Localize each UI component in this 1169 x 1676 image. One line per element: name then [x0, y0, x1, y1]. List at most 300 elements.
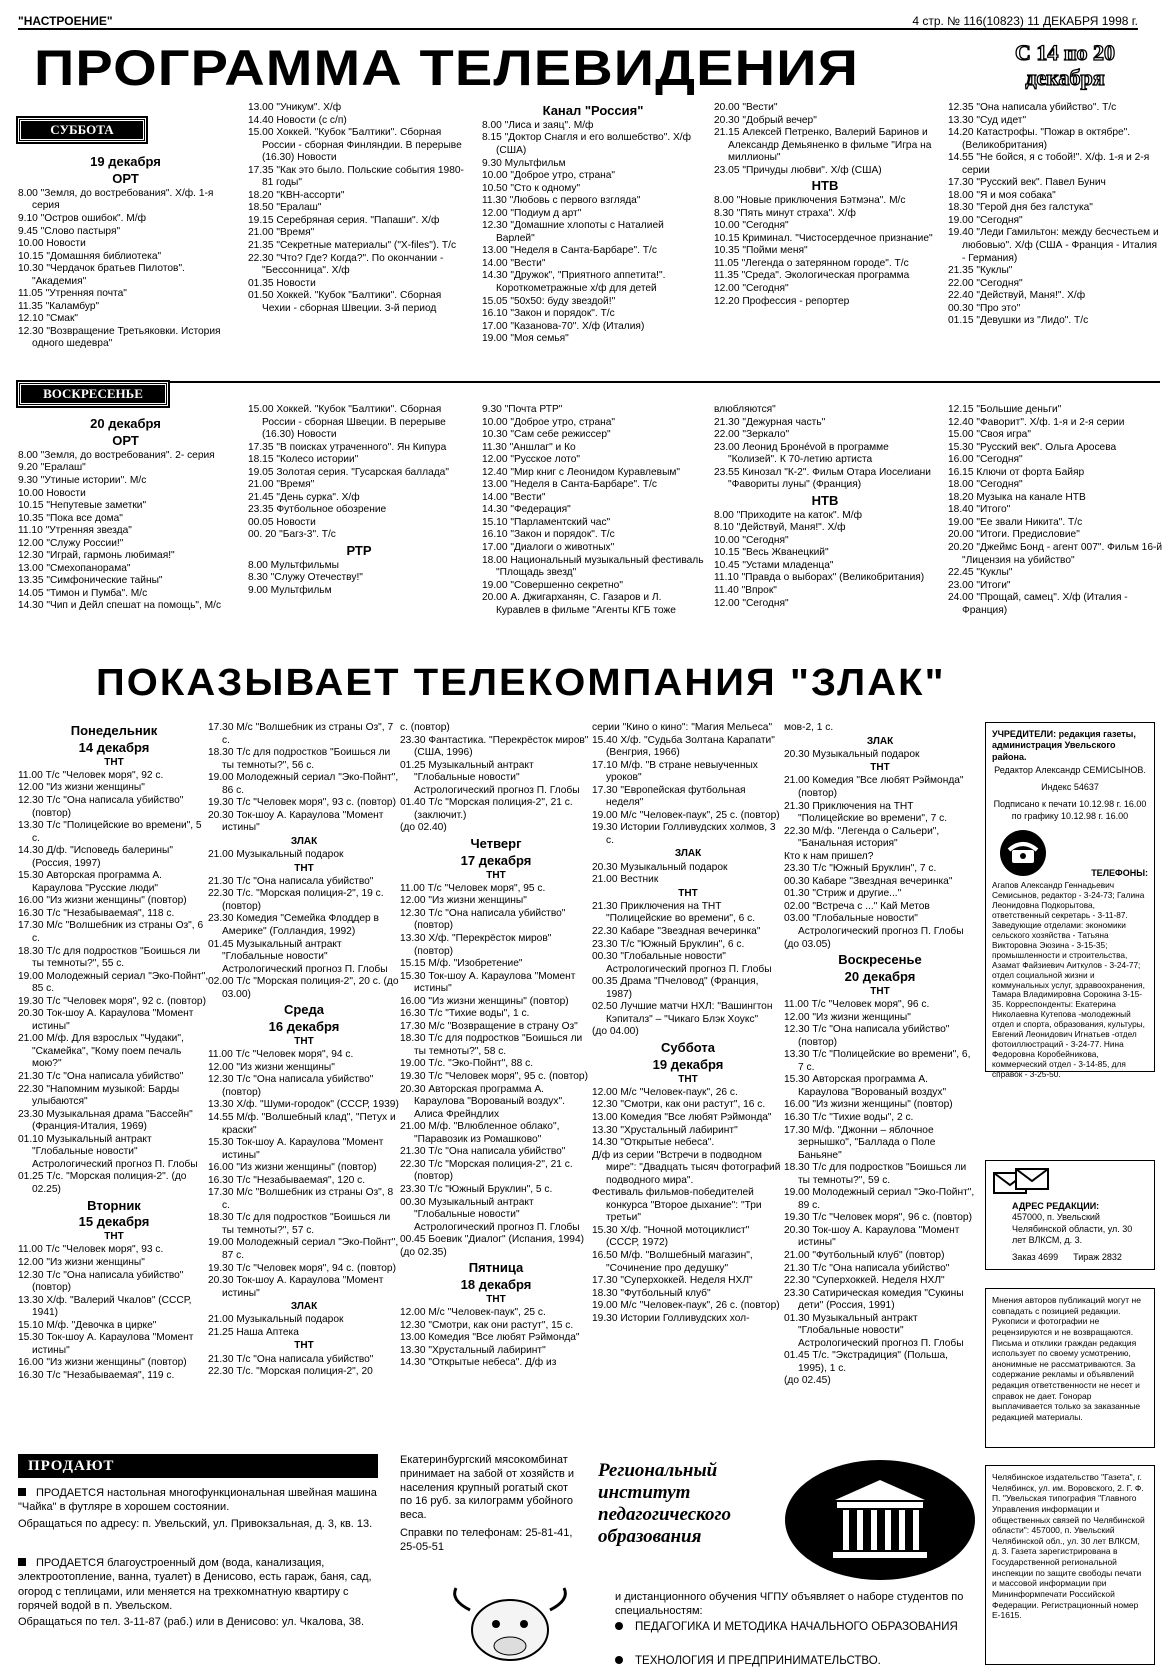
program-line: 13.00 "Неделя в Санта-Барбаре". Т/с	[482, 479, 657, 491]
program-line: 12.30 Т/с "Она написала убийство" (повтор)	[18, 795, 184, 819]
program-line: 18.30 "Футбольный клуб"	[592, 1287, 711, 1299]
program-line: 16.10 "Закон и порядок". Т/с	[482, 529, 615, 541]
program-line: 12.30 "Домашние хлопоты с Наталией Варлей"	[482, 220, 664, 244]
program-line: 14.55 М/ф. "Волшебный клад", "Петух и краски"	[208, 1111, 396, 1136]
program-line: 18.15 "Колесо истории"	[248, 454, 359, 466]
program-line: 17.35 "Как это было. Польские события 1980-81 годы"	[248, 164, 464, 189]
program-line: 17.30 "Суперхоккей. Неделя НХЛ"	[592, 1275, 753, 1287]
program-line: 11.35 "Каламбур"	[18, 300, 100, 312]
program-line: 13.30 "Суд идет"	[948, 114, 1027, 126]
program-line: 15.40 Х/ф. "Судьба Золтана Карапати" (Венгрия, 1966)	[592, 734, 775, 759]
program-line: 15.30 Х/ф. "Ночной мотоциклист" (СССР, 1972)	[592, 1224, 750, 1249]
ad-2-text: ПРОДАЕТСЯ благоустроенный дом (вода, канализация, электроотопление, ванна, туалет) в Денисово, есть гараж, баня, сад, огород с теплицами, или меняется на трехкомнатную квартиру с горячей водой в п. Увельском.	[18, 1557, 372, 1612]
program-line: 12.30 Т/с "Она написала убийство" (повтор)	[18, 1269, 184, 1294]
program-line: 01.35 Новости	[248, 277, 316, 289]
program-line: 12.30 "Играй, гармонь любимая!"	[18, 550, 175, 562]
program-line: 14.30 "Федерация"	[482, 504, 571, 516]
opinion-text: Мнения авторов публикаций могут не совпадать с позицией редакции. Рукописи и фотографии не рецензируются и не возвращаются. Письма и отклики граждан редакция использует по своему усмотрению, анонимные не рассматриваются. За содержание рекламы и объявлений редакция ответственности не несет и справок не дает. Гонорар выплачивается только за заказанные редакцией материалы.	[992, 1295, 1141, 1422]
section-heading: 18 декабря	[460, 1277, 532, 1293]
zlak-col-2	[208, 722, 400, 1442]
program-line: 24.00 "Прощай, самец". Х/ф (Италия - Франция)	[948, 592, 1128, 616]
program-line: 21.35 "Секретные материалы" ("X-files"). Т/с	[248, 240, 457, 252]
program-line: 12.15 "Большие деньги"	[948, 404, 1062, 415]
program-line: 10.50 "Сто к одному"	[482, 182, 581, 194]
program-line: 12.40 "Фаворит". Х/ф. 1-я и 2-я серии	[948, 416, 1125, 428]
program-line: 22.30 Кабаре "Звездная вечеринка"	[592, 926, 761, 938]
program-line: 12.00 "Из жизни женщины"	[784, 1011, 911, 1023]
program-line: 23.30 Сатирическая комедия "Сукины дети" (Россия, 1991)	[784, 1287, 964, 1312]
program-line: 01.10 Музыкальный антракт "Глобальные новости" Астрологический прогноз П. Глобы	[18, 1133, 198, 1170]
program-line: 18.00 Национальный музыкальный фестиваль "Площадь звезд"	[482, 554, 704, 579]
program-line: 00.05 Новости	[248, 516, 316, 528]
program-line: 23.05 "Причуды любви". Х/ф (США)	[714, 164, 882, 176]
program-line: 23.30 Фантастика. "Перекрёсток миров" (США, 1996)	[400, 734, 589, 759]
program-line: 12.30 Т/с "Она написала убийство" (повтор)	[208, 1074, 374, 1098]
saturday-col-1	[18, 170, 233, 355]
address-box	[985, 1160, 1155, 1270]
program-line: 19.30 Т/с "Человек моря", 95 с. (повтор)	[400, 1071, 588, 1083]
program-line: 00.30 "Про это"	[948, 302, 1021, 314]
program-line: 10.00 "Доброе утро, страна"	[482, 170, 616, 182]
zlak-col-4	[592, 722, 784, 1467]
program-line: 12.20 Профессия - репортер	[714, 295, 850, 307]
section-heading: 15 декабря	[78, 1214, 150, 1230]
program-line: 17.35 "В поисках утраченного". Ян Кипура	[248, 441, 447, 453]
specialty-1-text: ПЕДАГОГИКА И МЕТОДИКА НАЧАЛЬНОГО ОБРАЗОВАНИЯ	[635, 1621, 958, 1633]
program-line: 19.15 Серебряная серия. "Папаши". Х/ф	[248, 214, 440, 226]
program-line: 21.30 Т/с "Она написала убийство"	[18, 1071, 184, 1083]
program-line: 21.30 "Дежурная часть"	[714, 416, 826, 428]
program-line: 23.35 Футбольное обозрение	[248, 504, 387, 516]
program-line: 00.30 "Глобальные новости" Астрологический прогноз П. Глобы	[592, 951, 772, 975]
program-line: 18.30 Т/с для подростков "Боишься ли ты темноты?", 59 с.	[784, 1162, 967, 1186]
channel-label: ТНТ	[678, 887, 698, 899]
program-line: 10.00 Новости	[18, 238, 86, 250]
program-line: 01.25 Т/с. "Морская полиция-2". (до 02.25)	[18, 1171, 187, 1195]
section-heading: 17 декабря	[460, 852, 532, 868]
program-line: 19.30 Т/с "Человек моря", 96 с. (повтор)	[784, 1212, 972, 1224]
program-line: (до 02.40)	[400, 822, 447, 834]
institute-title: Региональный институт педагогического образования	[598, 1460, 732, 1547]
program-line: 11.00 Т/с "Человек моря", 92 с.	[18, 769, 164, 781]
program-line: 16.00 "Из жизни женщины" (повтор)	[18, 1357, 187, 1369]
program-line: 23.00 "Итоги"	[948, 579, 1011, 591]
program-line: 19.00 Молодежный сериал "Эко-Пойнт", 87 с.	[208, 1237, 399, 1261]
program-line: 8.00 "Лиса и заяц". М/ф	[482, 119, 594, 131]
program-line: Кто к нам пришел?	[784, 850, 874, 862]
program-line: 12.30 "Смотри, как они растут", 15 с.	[400, 1319, 574, 1331]
section-heading: Среда	[283, 1002, 325, 1018]
program-line: 12.30 Т/с "Она написала убийство" (повтор)	[400, 907, 566, 932]
program-line: 9.00 Мультфильм	[248, 584, 332, 596]
program-line: 21.00 М/ф. "Влюбленное облако", "Паравозик из Ромашково"	[400, 1121, 560, 1145]
program-line: 11.05 "Утренняя почта"	[18, 288, 127, 300]
program-line: 13.30 Х/ф. "Валерий Чкалов" (СССР, 1941)	[18, 1294, 192, 1319]
program-line: 18.30 "Герой дня без галстука"	[948, 202, 1093, 214]
program-line: 14.30 "Открытые небеса". Д/ф из	[400, 1357, 557, 1369]
program-line: Д/ф из серии "Встречи в подводном мире": "Двадцать тысяч фотографий подводного мира".	[592, 1149, 781, 1186]
program-line: 15.30 Ток-шоу А. Караулова "Момент истины"	[208, 1137, 384, 1161]
program-line: 19.00 Молодежный сериал "Эко-Пойнт", 89 с.	[784, 1187, 975, 1211]
program-line: 12.30 "Возвращение Третьяковки. История одного шедевра"	[18, 325, 221, 350]
ad-1	[18, 1486, 378, 1531]
saturday-col-2	[248, 102, 470, 355]
program-line: 13.30 Х/ф. "Шуми-городок" (СССР, 1939)	[208, 1099, 399, 1111]
program-line: 22.30 "Что? Где? Когда?". По окончании - "Бессонница". Х/ф	[248, 252, 444, 277]
program-line: 15.05 "50x50: буду звездой!"	[482, 295, 616, 307]
section-heading: 20 декабря	[844, 968, 916, 984]
program-line: 8.00 "Земля, до востребования". Х/ф. 1-я серия	[18, 187, 214, 212]
program-line: 21.00 Музыкальный подарок	[208, 1314, 344, 1326]
ad-2-contact: Обращаться по тел. 3-11-87 (раб.) или в Денисово: ул. Чкалова, 38.	[18, 1616, 365, 1629]
program-line: 18.00 "Сегодня"	[948, 479, 1023, 491]
program-line: 12.40 "Мир книг с Леонидом Куравлевым"	[482, 466, 681, 478]
founders: УЧРЕДИТЕЛИ: редакция газеты, администрация Увельского района.	[992, 729, 1136, 762]
program-line: 19.00 "Сегодня"	[948, 214, 1023, 226]
program-line: 8.15 "Доктор Снагля и его волшебство". Х/ф (США)	[482, 132, 691, 156]
program-line: серии "Кино о кино": "Магия Мельеса"	[592, 722, 773, 733]
bull-illustration	[440, 1580, 580, 1670]
program-line: 23.30 Т/с "Южный Бруклин", 7 с.	[784, 863, 937, 875]
program-line: 00.35 Драма "Пчеловод" (Франция, 1987)	[592, 976, 759, 1000]
program-line: 01.45 Т/с. "Экстрадиция" (Польша, 1995), 1 с.	[784, 1350, 948, 1374]
program-line: 11.00 Т/с "Человек моря", 96 с.	[784, 999, 930, 1011]
program-line: 13.30 "Хрустальный лабиринт"	[592, 1124, 738, 1136]
program-line: 22.00 "Сегодня"	[948, 277, 1023, 289]
program-line: 15.30 Авторская программа А. Караулова "Ворованый воздух"	[784, 1074, 947, 1098]
program-line: 9.10 "Остров ошибок". М/ф	[18, 212, 146, 224]
program-line: 14.30 Д/ф. "Исповедь балерины" (Россия, 1997)	[18, 845, 173, 869]
program-line: 21.25 Наша Аптека	[208, 1326, 299, 1338]
paper-name: "НАСТРОЕНИЕ"	[18, 14, 113, 28]
section-heading: Четверг	[470, 835, 522, 851]
editor: Редактор Александр СЕМИСЫНОВ.	[994, 764, 1146, 775]
program-line: 10.00 "Сегодня"	[714, 534, 789, 546]
phones-text: Агапов Александр Геннадьевич Семисынов, редактор - 3-24-73; Галина Леонидовна Подкорытова, ответственный секретарь - 3-11-87. Заведующие отделами: экономики сельского хозяйства - Татьяна Викторовна Эюзина - 3-15-35; промышленности и строительства, Азамат Файзиевич Аиткулов - 3-24-77; отдел социальной жизни и коммунальных услуг, здравоохранения, Тамара Владимировна Сорокина 3-15-35. Корреспонденты: Екатерина Николаевна Кутепова -молодежный отдел и спорта, образования, культуры, Евгений Леонидович Игнатьев -отдел фотоиллюстраций - 3-24-77. Нина Федоровна Коробейникова, коммерческий отдел - 3-14-85, для справок - 3-25-50.	[992, 880, 1145, 1080]
program-line: 10.35 "Пойми меня"	[714, 245, 808, 257]
program-line: 14.30 "Открытые небеса".	[592, 1137, 715, 1149]
section-heading: РТР	[346, 543, 372, 559]
address-text: 457000, п. Увельский Челябинской области, ул. 30 лет ВЛКСМ, д. 3.	[1012, 1212, 1133, 1245]
program-line: 23.00 Леонид Бронévой в программе "Колизей". К 70-летию артиста	[714, 441, 889, 466]
program-line: 14.55 "Не бойся, я с тобой!". Х/ф. 1-я и 2-я серии	[948, 152, 1150, 176]
program-line: 23.30 Музыкальная драма "Бассейн" (Франция-Италия, 1969)	[18, 1108, 193, 1133]
program-line: 21.30 Т/с "Она написала убийство"	[208, 1353, 374, 1365]
program-line: 10.30 "Чердачок братьев Пилотов". "Академия"	[18, 263, 185, 287]
issue-info: 4 стр. № 116(10823) 11 ДЕКАБРЯ 1998 г.	[912, 14, 1138, 28]
channel-label: ТНТ	[678, 1073, 698, 1085]
program-line: 20.30 Ток-шоу А. Караулова "Момент истины"	[208, 809, 384, 834]
program-line: 13.30 Т/с "Полицейские во времени", 6, 7 с.	[784, 1049, 971, 1073]
saturday-col-3	[482, 102, 704, 355]
program-line: 15.10 "Парламентский час"	[482, 516, 611, 528]
program-line: 23.55 Кинозал "К-2". Фильм Отара Иоселиани "Фавориты луны" (Франция)	[714, 466, 931, 491]
program-line: 22.00 "Зеркало"	[714, 429, 790, 441]
channel-label: ТНТ	[104, 756, 124, 768]
ads-heading: ПРОДАЮТ	[18, 1454, 378, 1478]
program-line: 16.00 "Из жизни женщины" (повтор)	[208, 1162, 377, 1174]
program-line: 23.30 Т/с "Южный Бруклин", 6 с.	[592, 938, 745, 950]
program-line: 10.30 "Сам себе режиссер"	[482, 429, 611, 441]
program-line: 19.00 М/с "Человек-паук", 25 с. (повтор)	[592, 809, 780, 821]
program-line: 21.00 Вестник	[592, 874, 659, 886]
sunday-col-1	[18, 432, 233, 622]
program-line: 10.35 "Пока все дома"	[18, 512, 123, 524]
program-line: 21.00 Комедия "Все любят Рэймонда" (повтор)	[784, 775, 964, 800]
program-line: 10.45 "Устами младенца"	[714, 559, 834, 571]
program-line: 20.30 Ток-шоу А. Караулова "Момент истины"	[208, 1275, 384, 1299]
program-line: 21.35 "Куклы"	[948, 265, 1013, 277]
program-line: 15.00 "Своя игра"	[948, 429, 1031, 441]
program-line: 22.40 "Действуй, Маня!". Х/ф	[948, 290, 1086, 302]
channel-label: ЗЛАК	[866, 735, 894, 747]
bullet-dot	[615, 1656, 623, 1664]
program-line: 02.00 "Встреча с ..." Кай Метов	[784, 900, 930, 912]
program-line: 19.30 Истории Голливудских хол-	[592, 1312, 750, 1324]
program-line: 13.00 Комедия "Все любят Рэймонда"	[592, 1111, 772, 1123]
program-line: 12.10 "Смак"	[18, 313, 79, 325]
program-line: 01.45 Музыкальный антракт "Глобальные новости" Астрологический прогноз П. Глобы	[208, 938, 388, 975]
program-line: 12.00 "Из жизни женщины"	[400, 895, 527, 907]
channel-label: ЗЛАК	[674, 848, 702, 860]
section-heading: Вторник	[87, 1197, 141, 1213]
program-line: 15.10 М/ф. "Девочка в цирке"	[18, 1319, 157, 1331]
section-heading: НТВ	[811, 178, 839, 194]
institute-building-illustration	[785, 1460, 975, 1580]
program-line: 18.30 Т/с для подростков "Боишься ли ты темноты?", 57 с.	[208, 1212, 391, 1236]
program-line: 13.30 "Хрустальный лабиринт"	[400, 1344, 546, 1356]
order-number: Заказ 4699	[1012, 1252, 1059, 1262]
program-line: 00.30 Кабаре "Звездная вечеринка"	[784, 875, 953, 887]
program-line: 14.00 "Вести"	[482, 257, 546, 269]
date-range-line-2: декабря	[1025, 65, 1105, 91]
program-line: 17.30 "Европейская футбольная неделя"	[592, 784, 746, 809]
program-line: 16.00 "Из жизни женщины" (повтор)	[18, 895, 187, 907]
masthead-bar	[18, 14, 1138, 30]
program-line: 14.30 "Дружок", "Приятного аппетита!". Короткометражные х/ф для детей	[482, 270, 666, 294]
channel-label: ТНТ	[486, 869, 506, 881]
program-line: 10.15 "Весь Жванецкий"	[714, 547, 829, 559]
program-line: 17.10 М/ф. "В стране невыученных уроков"	[592, 759, 758, 784]
program-line: 15.30 Ток-шоу А. Караулова "Момент истины"	[18, 1332, 194, 1356]
program-line: 22.30 Т/с. "Морская полиция-2", 19 с. (повтор)	[208, 888, 384, 912]
program-line: 10.15 "Непутевые заметки"	[18, 500, 147, 512]
address-heading: АДРЕС РЕДАКЦИИ:	[1012, 1201, 1100, 1211]
saturday-badge: СУББОТА	[18, 118, 146, 142]
meat-ad-text: Екатеринбургский мясокомбинат принимает на забой от хозяйств и населения крупный рогатый скот по 16 руб. за килограмм убойного веса.	[400, 1454, 575, 1521]
program-line: 20.00 "Итоги. Предисловие"	[948, 529, 1080, 541]
program-line: 20.20 "Джеймс Бонд - агент 007". Фильм 16-й "Лицензия на убийство"	[948, 542, 1163, 566]
program-line: 10.15 Криминал. "Чистосердечное признание"	[714, 232, 933, 244]
program-line: 12.00 "Из жизни женщины"	[18, 1256, 145, 1268]
program-line: 16.10 "Закон и порядок". Т/с	[482, 308, 615, 320]
program-line: 20.00 А. Джигарханян, С. Газаров и Л. Куравлев в фильме "Агенты КГБ тоже	[482, 592, 676, 616]
program-line: 20.30 Ток-шоу А. Караулова "Момент истины"	[18, 1008, 194, 1032]
program-line: 02.50 Лучшие матчи НХЛ: "Вашингтон Кэпиталз" – "Чикаго Блэк Хоукс"	[592, 1001, 773, 1025]
program-line: 12.00 "Подиум д арт"	[482, 207, 582, 219]
channel-label: ТНТ	[870, 762, 890, 774]
program-line: 21.45 "День сурка". Х/ф	[248, 491, 360, 503]
program-line: 18.40 "Итого"	[948, 504, 1011, 516]
program-line: 14.40 Новости (с с/п)	[248, 114, 347, 126]
program-line: 17.30 М/с "Возвращение в страну Оз"	[400, 1020, 578, 1032]
program-line: 18.20 Музыка на канале НТВ	[948, 491, 1086, 503]
bullet-square	[18, 1488, 26, 1496]
program-line: 21.30 Т/с "Она написала убийство"	[208, 875, 374, 887]
program-line: мов-2, 1 с.	[784, 722, 834, 733]
program-line: 19.00 "Ее звали Никита". Т/с	[948, 516, 1083, 528]
program-line: 22.30 "Суперхоккей. Неделя НХЛ"	[784, 1275, 945, 1287]
program-line: 9.45 "Слово пастыря"	[18, 225, 121, 237]
program-line: 12.00 "Русское лото"	[482, 454, 580, 466]
print-run: Тираж 2832	[1073, 1252, 1122, 1262]
opinion-box	[985, 1288, 1155, 1448]
program-line: 8.30 "Пять минут страха". Х/ф	[714, 207, 856, 219]
program-line: 14.05 "Тимон и Пумба". М/с	[18, 587, 148, 599]
program-line: 12.00 "Из жизни женщины"	[18, 782, 145, 794]
program-line: 13.00 "Уникум". Х/ф	[248, 102, 342, 113]
program-line: 20.30 Авторская программа А. Караулова "Ворованый воздух". Алиса Фрейндлих	[400, 1083, 565, 1120]
program-line: 17.30 М/с "Волшебник из страны Оз", 8 с.	[208, 1187, 394, 1211]
program-line: 12.00 "Служу России!"	[18, 537, 124, 549]
program-line: 11.00 Т/с "Человек моря", 95 с.	[400, 882, 546, 894]
meat-ad-phones: Справки по телефонам: 25-81-41, 25-05-51	[400, 1526, 573, 1553]
saturday-col-5	[948, 102, 1163, 355]
program-line: 02.00 Т/с "Морская полиция-2", 20 с. (до 03.00)	[208, 976, 399, 1000]
program-line: 15.15 М/ф. "Изобретение"	[400, 958, 523, 970]
program-line: 17.00 "Диалоги о животных"	[482, 542, 615, 554]
program-line: 15.30 Авторская программа А. Караулова "Русские люди"	[18, 870, 163, 894]
sunday-col-3	[482, 404, 704, 622]
program-line: 03.00 "Глобальные новости" Астрологический прогноз П. Глобы	[784, 913, 964, 938]
program-line: 8.00 Мультфильмы	[248, 559, 339, 571]
program-line: 8.10 "Действуй, Маня!". Х/ф	[714, 522, 846, 534]
institute-text: и дистанционного обучения ЧГПУ объявляет о наборе студентов по специальностям:	[615, 1591, 964, 1618]
program-line: 21.00 "Футбольный клуб" (повтор)	[784, 1249, 945, 1261]
program-line: 10.00 "Сегодня"	[714, 220, 789, 232]
program-line: 9.30 Мультфильм	[482, 157, 566, 169]
program-line: 8.00 "Земля, до востребования". 2- серия	[18, 449, 215, 461]
section-heading: Канал "Россия"	[542, 103, 644, 118]
program-line: 16.30 Т/с "Незабываемая", 120 с.	[208, 1174, 366, 1186]
program-line: 12.00 "Сегодня"	[714, 597, 789, 609]
program-line: 15.00 Хоккей. "Кубок "Балтики". Сборная России - сборная Финляндии. В перерыве (16.30) Новости	[248, 127, 462, 164]
section-heading: 14 декабря	[78, 739, 150, 755]
program-line: 20.30 "Добрый вечер"	[714, 114, 817, 126]
program-line: 19.00 Т/с. "Эко-Пойнт", 88 с.	[400, 1058, 534, 1070]
program-line: 12.00 "Сегодня"	[714, 282, 789, 294]
program-line: 11.30 "Аншлаг" и Ко	[482, 441, 576, 453]
program-line: влюбляются"	[714, 404, 776, 415]
program-line: 16.30 Т/с "Тихие воды", 2 с.	[784, 1111, 914, 1123]
program-line: 21.00 Музыкальный подарок	[208, 849, 344, 861]
section-heading: 16 декабря	[268, 1019, 340, 1035]
program-line: 12.00 "Из жизни женщины"	[208, 1061, 335, 1073]
program-line: 20.30 Ток-шоу А. Караулова "Момент истины"	[784, 1224, 960, 1249]
program-line: 01.25 Музыкальный антракт "Глобальные новости" Астрологический прогноз П. Глобы	[400, 759, 580, 796]
program-line: 23.30 Комедия "Семейка Флоддер в Америке" (Голландия, 1992)	[208, 913, 379, 938]
program-line: 9.30 "Почта РТР"	[482, 404, 563, 415]
program-line: 00.30 Музыкальный антракт "Глобальные новости" Астрологический прогноз П. Глобы	[400, 1196, 580, 1233]
section-heading: ОРТ	[112, 171, 139, 186]
program-line: 23.30 Т/с "Южный Бруклин", 5 с.	[400, 1183, 553, 1195]
program-line: 16.00 "Сегодня"	[948, 454, 1023, 466]
phones-heading: ТЕЛЕФОНЫ:	[1091, 867, 1148, 878]
program-line: Фестиваль фильмов-победителей конкурса "Второе дыхание": "Три третьи"	[592, 1187, 762, 1224]
channel-label: ЗЛАК	[290, 1301, 318, 1313]
sunday-date: 20 декабря	[90, 416, 161, 431]
program-line: 17.30 М/ф. "Джонни – яблочное зернышко", "Баллада о Поле Баньяне"	[784, 1124, 936, 1161]
program-line: 01.40 Т/с "Морская полиция-2", 21 с. (заключит.)	[400, 797, 573, 821]
section-heading: НТВ	[811, 492, 839, 508]
program-line: 18.20 "КВН-ассорти"	[248, 189, 345, 201]
program-line: 10.15 "Домашняя библиотека"	[18, 250, 162, 262]
program-line: 8.30 "Служу Отечеству!"	[248, 572, 363, 584]
zlak-col-1	[18, 722, 210, 1442]
program-line: (до 02.45)	[784, 1375, 831, 1387]
program-line: 22.30 Т/с. "Морская полиция-2", 20	[208, 1366, 373, 1378]
program-line: 9.20 "Ералаш"	[18, 462, 86, 474]
program-line: 14.30 "Чип и Дейл спешат на помощь", М/с	[18, 600, 222, 612]
channel-label: ТНТ	[486, 1293, 506, 1305]
program-line: 01.15 "Девушки из "Лидо". Т/с	[948, 315, 1089, 327]
program-line: 20.30 Музыкальный подарок	[592, 861, 728, 873]
program-line: 21.00 "Время"	[248, 227, 315, 239]
phone-icon	[1000, 830, 1046, 876]
program-line: 12.30 Т/с "Она написала убийство" (повтор)	[784, 1024, 950, 1048]
program-line: 11.40 "Впрок"	[714, 584, 777, 596]
program-line: 18.30 Т/с для подростков "Боишься ли ты темноты?", 55 с.	[18, 945, 201, 970]
program-line: 19.05 Золотая серия. "Гусарская баллада"	[248, 466, 449, 478]
program-line: 11.05 "Легенда о затерянном городе". Т/с	[714, 257, 909, 269]
program-line: 16.00 "Из жизни женщины" (повтор)	[400, 995, 569, 1007]
index: Индекс 54637	[1041, 782, 1099, 792]
program-line: 13.35 "Симфонические тайны"	[18, 575, 163, 587]
program-line: 11.10 "Правда о выборах" (Великобритания)	[714, 572, 925, 584]
program-line: 12.00 М/с "Человек-паук", 26 с.	[592, 1086, 738, 1098]
section-heading: Пятница	[468, 1260, 524, 1276]
sunday-col-5	[948, 404, 1163, 622]
program-line: 22.30 Т/с "Морская полиция-2", 21 с. (повтор)	[400, 1158, 573, 1183]
program-line: 01.30 "Стриж и другие..."	[784, 888, 902, 900]
program-line: (до 02.35)	[400, 1246, 447, 1258]
section-heading: Воскресенье	[838, 952, 922, 968]
program-line: 00.45 Боевик "Диалог" (Испания, 1994)	[400, 1234, 585, 1246]
program-line: 19.00 "Совершенно секретно"	[482, 579, 623, 591]
program-line: 16.00 "Из жизни женщины" (повтор)	[784, 1099, 953, 1111]
program-line: 16.15 Ключи от форта Байяр	[948, 466, 1085, 478]
program-line: 19.00 "Моя семья"	[482, 333, 569, 345]
program-line: 16.30 Т/с "Незабываемая", 118 с.	[18, 907, 175, 919]
program-line: 13.30 Т/с "Полицейские во времени", 5 с.	[18, 820, 202, 844]
program-line: 11.30 "Любовь с первого взгляда"	[482, 195, 641, 207]
program-line: 8.00 "Приходите на каток". М/ф	[714, 509, 862, 521]
schedule: по графику 10.12.98 г. 16.00	[1011, 810, 1129, 821]
program-line: (до 04.00)	[592, 1026, 639, 1038]
saturday-col-4	[714, 102, 936, 355]
program-line: 21.00 М/ф. Для взрослых "Чудаки", "Скамейка", "Кому поем печаль мою?"	[18, 1033, 184, 1070]
program-line: (до 03.05)	[784, 938, 831, 950]
page-title: ПРОГРАММА ТЕЛЕВИДЕНИЯ	[34, 40, 859, 96]
program-line: 8.00 "Новые приключения Бэтмэна". М/с	[714, 195, 906, 207]
program-line: 11.00 Т/с "Человек моря", 93 с.	[18, 1244, 164, 1256]
program-line: 18.30 Т/с для подростков "Боишься ли ты темноты?", 58 с.	[400, 1033, 583, 1057]
ad-2	[18, 1556, 378, 1629]
program-line: 21.30 Приключения на ТНТ "Полицейские во времени", 7 с.	[784, 800, 948, 825]
program-line: 10.00 Новости	[18, 487, 86, 499]
publisher-text: Челябинское издательство "Газета", г. Челябинск, ул. им. Воровского, 2. Г. Ф. П. "Увельская типография "Главного Управления информации и общественных связей по Челябинской области": 457000, п. Увельский Челябинской обл., ул. 30 лет ВЛКСМ, д. 3. Газета зарегистрирована в Государственной региональной инспекции по защите свободы печати и массовой информации при Мининформпечати Российской Федерации. Регистрационный номер Е-1615.	[992, 1472, 1145, 1621]
channel-label: ТНТ	[104, 1231, 124, 1243]
